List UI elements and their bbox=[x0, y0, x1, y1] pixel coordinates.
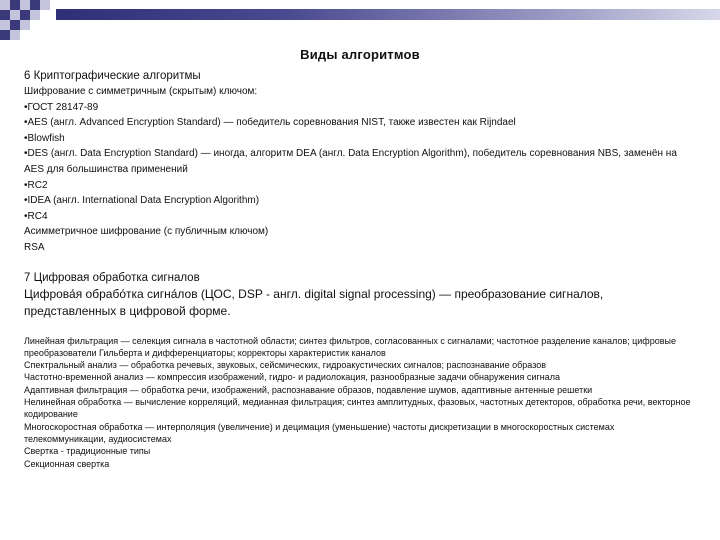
slide-title: Виды алгоритмов bbox=[300, 47, 420, 62]
subheading-asymmetric: Асимметричное шифрование (с публичным ключом) bbox=[24, 226, 269, 238]
decor-square bbox=[30, 0, 40, 10]
decor-square bbox=[0, 20, 10, 30]
header-gradient-band bbox=[56, 9, 720, 20]
list-item: •AES (англ. Advanced Encryption Standard) — победитель соревнования NIST, также известен как Rijndael bbox=[24, 117, 516, 129]
list-item: Адаптивная фильтрация — обработка речи, изображений, распознавание образов, подавление шумов, адаптивные антенные решетки bbox=[24, 384, 593, 395]
decor-square bbox=[10, 0, 20, 10]
list-item: Линейная фильтрация — селекция сигнала в частотной области; синтез фильтров, согласованных с сигналами; частотное разделение каналов; цифровые преобразователи Гильберта и дифференциаторы; корректоры характеристик каналов bbox=[24, 335, 676, 358]
list-item: •Blowfish bbox=[24, 132, 65, 144]
list-item: •RC2 bbox=[24, 179, 48, 191]
decor-square bbox=[20, 10, 30, 20]
list-item: •DES (англ. Data Encryption Standard) — иногда, алгоритм DEA (англ. Data Encryption Algorithm), победитель соревнования NBS, заменён на AES для большинства применений bbox=[24, 148, 677, 175]
decor-square bbox=[10, 10, 20, 20]
section-heading: 7 Цифровая обработка сигналов bbox=[24, 271, 200, 284]
decor-square bbox=[20, 20, 30, 30]
list-item: Нелинейная обработка — вычисление корреляций, медианная фильтрация; синтез амплитудных, фазовых, частотных детекторов, обработка речи, векторное кодирование bbox=[24, 397, 691, 420]
section-crypto bbox=[24, 69, 696, 256]
section-dsp bbox=[24, 271, 696, 320]
section-dsp-list bbox=[24, 335, 696, 470]
decor-square bbox=[10, 20, 20, 30]
decor-square bbox=[10, 30, 20, 40]
list-item: •RC4 bbox=[24, 210, 48, 222]
decor-square bbox=[30, 10, 40, 20]
list-item: RSA bbox=[24, 241, 45, 253]
section-heading: 6 Криптографические алгоритмы bbox=[24, 70, 201, 82]
decor-square bbox=[0, 10, 10, 20]
list-item: Свертка - традиционные типы bbox=[24, 446, 151, 457]
list-item: Секционная свертка bbox=[24, 458, 110, 469]
list-item: Многоскоростная обработка — интерполяция (увеличение) и децимация (уменьшение) частоты дискретизации в многоскоростных системах телекоммуникации, аудиосистемах bbox=[24, 421, 615, 444]
decor-square bbox=[20, 0, 30, 10]
header-decoration bbox=[0, 0, 720, 48]
list-item: •ГОСТ 28147-89 bbox=[24, 101, 99, 113]
subheading-symmetric: Шифрование с симметричным (скрытым) ключом: bbox=[24, 86, 258, 97]
slide-content bbox=[24, 69, 696, 470]
list-item: •IDEA (англ. International Data Encryption Algorithm) bbox=[24, 195, 260, 207]
decor-square bbox=[40, 0, 50, 10]
decor-square bbox=[0, 0, 10, 10]
section-intro: Цифрова́я обрабо́тка сигна́лов (ЦОС, DSP - англ. digital signal processing) — преобразование сигналов, представленных в цифровой форме. bbox=[24, 286, 604, 318]
decor-square bbox=[0, 30, 10, 40]
list-item: Спектральный анализ — обработка речевых, звуковых, сейсмических, гидроакустических сигналов; распознавание образов bbox=[24, 360, 547, 371]
list-item: Частотно-временной анализ — компрессия изображений, гидро- и радиолокация, разнообразные задачи обнаружения сигнала bbox=[24, 372, 560, 383]
